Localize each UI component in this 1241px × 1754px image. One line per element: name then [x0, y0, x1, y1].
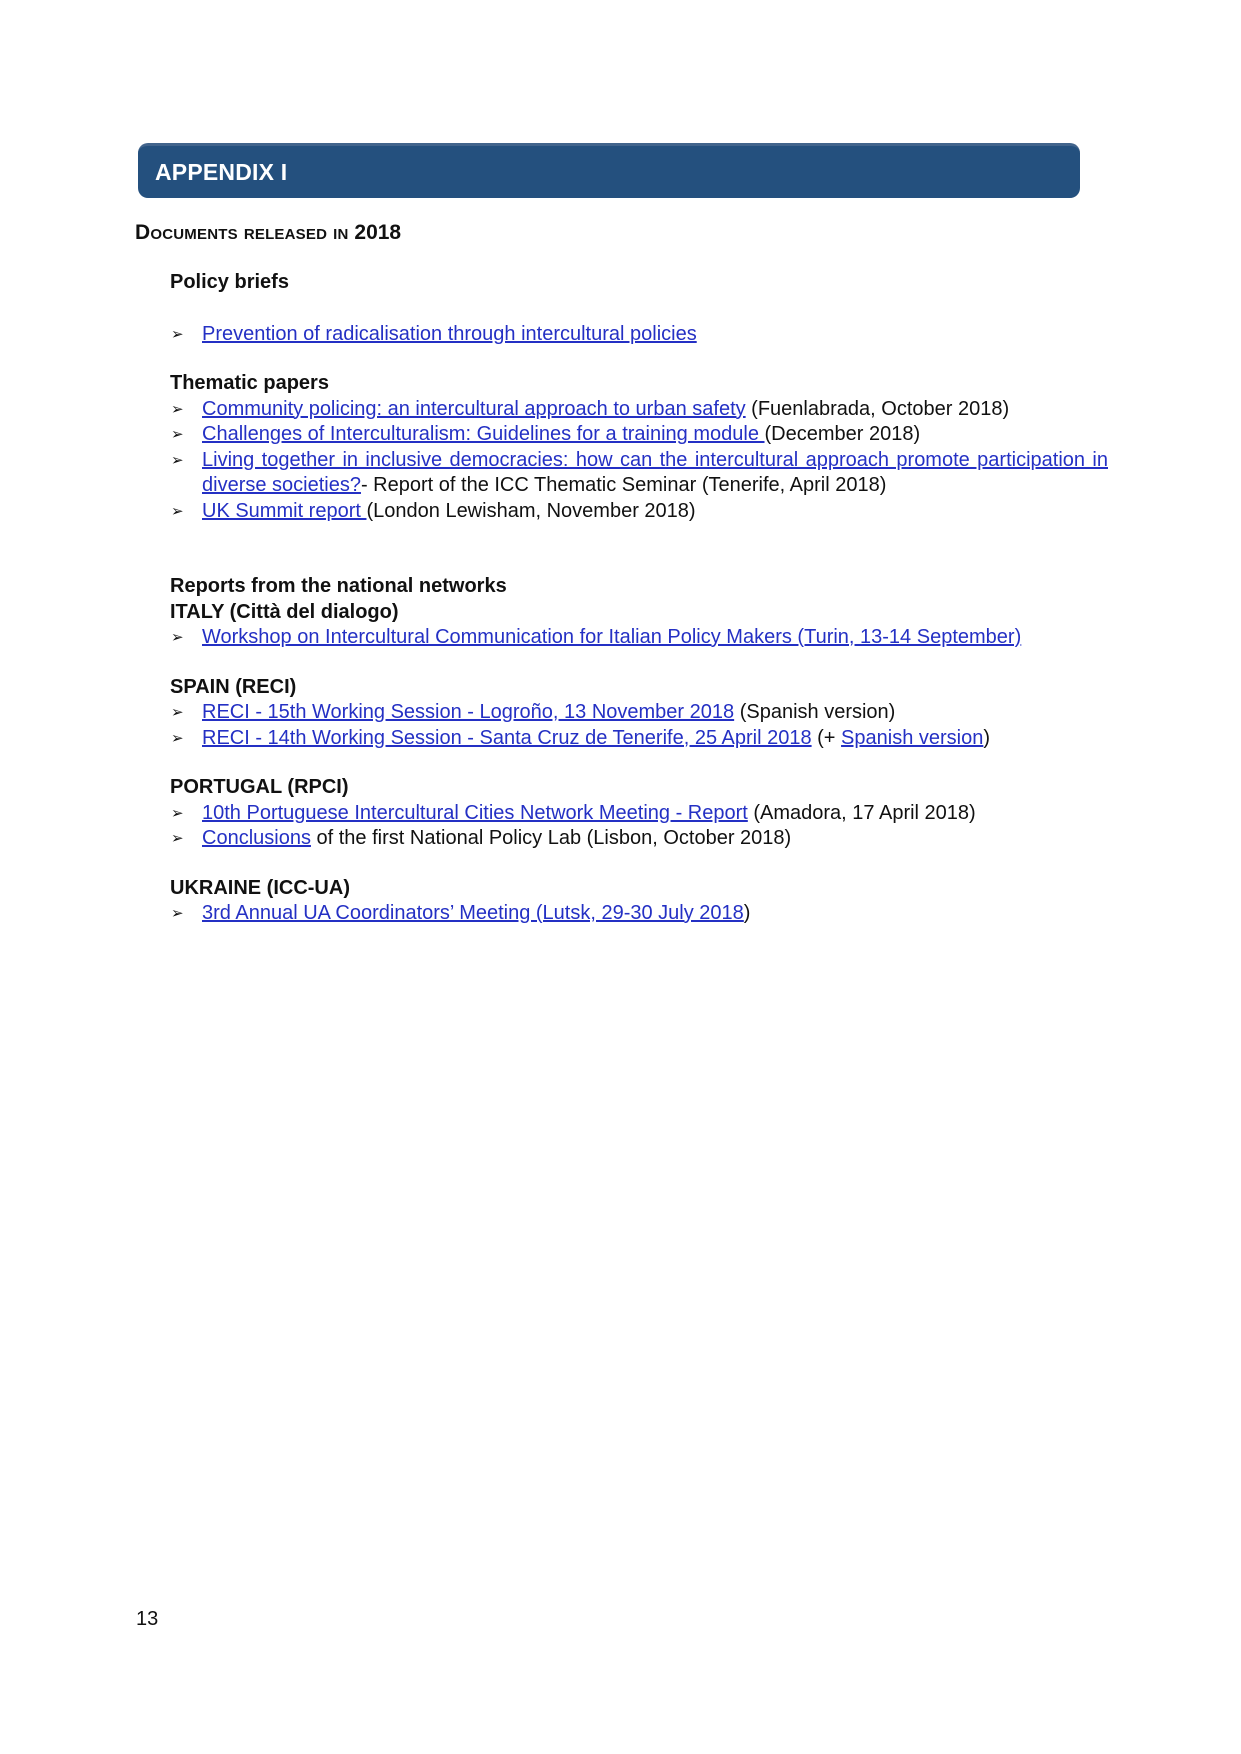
list-item: [170, 322, 1108, 348]
page-content: [135, 220, 1108, 927]
section-items: [170, 700, 1108, 751]
list-item-text: [202, 422, 1108, 448]
section-items: [170, 397, 1108, 525]
arrow-bullet-icon: ➢: [171, 803, 184, 822]
list-item-text: [202, 448, 1108, 499]
section-items: [170, 901, 1108, 927]
document-link[interactable]: Community policing: an intercultural approach to urban safety: [202, 397, 746, 420]
document-link[interactable]: RECI - 14th Working Session - Santa Cruz de Tenerife, 25 April 2018: [202, 726, 812, 749]
section-portugal: [170, 775, 1108, 852]
list-item-text: [202, 499, 1108, 525]
section-italy: [170, 574, 1108, 651]
section-thematic-papers: [170, 371, 1108, 524]
list-item: [170, 499, 1108, 525]
section-title: UKRAINE (ICC-UA): [170, 876, 350, 899]
arrow-bullet-icon: ➢: [171, 628, 184, 646]
item-plain-text: ): [983, 726, 991, 749]
item-plain-text: ): [743, 902, 751, 924]
list-item-text: [202, 322, 1108, 348]
list-item-text: [202, 397, 1108, 423]
list-item-text: [202, 826, 1108, 852]
section-title: PORTUGAL (RPCI): [170, 776, 349, 798]
list-item: [170, 422, 1108, 448]
document-link[interactable]: Spanish version: [841, 726, 984, 749]
list-item: [170, 801, 1108, 827]
list-item-text: [202, 901, 1108, 927]
item-plain-text: - Report of the ICC Thematic Seminar (Tenerife, April 2018): [360, 474, 887, 496]
document-link[interactable]: UK Summit report: [202, 499, 367, 522]
section-ukraine: [170, 876, 1108, 927]
page-number: 13: [136, 1608, 159, 1630]
document-link[interactable]: Workshop on Intercultural Communication for Italian Policy Makers (Turin, 13-14 September): [202, 626, 1022, 648]
item-plain-text: (London Lewisham, November 2018): [366, 499, 696, 522]
section-items: [170, 625, 1108, 651]
document-link[interactable]: 3rd Annual UA Coordinators’ Meeting (Lutsk, 29-30 July 2018: [202, 902, 744, 924]
list-item: [170, 397, 1108, 423]
arrow-bullet-icon: ➢: [171, 425, 184, 443]
item-plain-text: (+: [811, 726, 842, 749]
section-title: Policy briefs: [170, 271, 289, 293]
arrow-bullet-icon: ➢: [171, 728, 184, 747]
item-plain-text: (Fuenlabrada, October 2018): [745, 397, 1010, 420]
item-plain-text: (Amadora, 17 April 2018): [747, 801, 976, 824]
item-plain-text: of the first National Policy Lab (Lisbon, October 2018): [310, 827, 792, 849]
document-link[interactable]: 10th Portuguese Intercultural Cities Network Meeting - Report: [202, 801, 748, 824]
section-items: [170, 801, 1108, 852]
arrow-bullet-icon: ➢: [171, 450, 184, 469]
section-title: Reports from the national networks: [170, 575, 507, 597]
arrow-bullet-icon: ➢: [171, 501, 184, 520]
list-item: [170, 901, 1108, 927]
documents-heading-text: Documents released in: [135, 221, 349, 244]
list-item: [170, 448, 1108, 499]
list-item-text: [202, 700, 1108, 726]
section-policy-briefs: [170, 270, 1108, 347]
document-link[interactable]: Living together in inclusive democracies: how can the intercultural approach promote participation in diverse societies?: [202, 448, 1108, 496]
list-item-text: [202, 625, 1108, 651]
list-item: [170, 700, 1108, 726]
section-title: SPAIN (RECI): [170, 675, 297, 698]
section-title: ITALY (Città del dialogo): [170, 600, 399, 623]
documents-heading-year: 2018: [354, 221, 402, 244]
arrow-bullet-icon: ➢: [171, 904, 184, 922]
arrow-bullet-icon: ➢: [171, 399, 184, 418]
section-title: Thematic papers: [170, 372, 329, 394]
appendix-header-bar: [138, 143, 1080, 198]
document-link[interactable]: Conclusions: [202, 827, 311, 849]
sections: [170, 270, 1108, 927]
list-item: [170, 826, 1108, 852]
section-spain: [170, 675, 1108, 752]
document-link[interactable]: Challenges of Interculturalism: Guidelines for a training module: [202, 423, 765, 445]
list-item: [170, 625, 1108, 651]
list-item-text: [202, 726, 1108, 752]
document-link[interactable]: Prevention of radicalisation through intercultural policies: [202, 322, 697, 345]
list-item: [170, 726, 1108, 752]
item-plain-text: (Spanish version): [734, 701, 896, 723]
documents-heading: [135, 220, 1108, 246]
section-items: [170, 322, 1108, 348]
appendix-title: APPENDIX I: [155, 158, 288, 185]
arrow-bullet-icon: ➢: [171, 829, 184, 847]
document-link[interactable]: RECI - 15th Working Session - Logroño, 13 November 2018: [202, 701, 735, 723]
arrow-bullet-icon: ➢: [171, 324, 184, 343]
list-item-text: [202, 801, 1108, 827]
item-plain-text: (December 2018): [764, 423, 921, 445]
arrow-bullet-icon: ➢: [171, 703, 184, 721]
